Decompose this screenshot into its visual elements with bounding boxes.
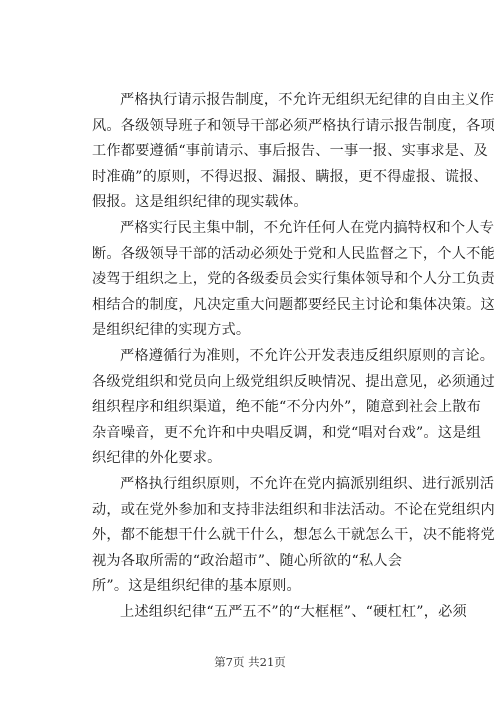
text-line: 假报。这是组织纪律的现实载体。 [92,194,308,211]
text-line: 是组织纪律的实现方式。 [92,322,251,339]
text-line: 时准确”的原则，不得迟报、漏报、瞒报，更不得虚报、谎报、 [92,168,488,185]
text-line: 组织程序和组织渠道，绝不能“不分内外”，随意到社会上散布 [92,399,481,416]
text-line: 织纪律的外化要求。 [92,450,222,467]
paragraph-summary [92,600,467,626]
text-line: 严格执行组织原则，不允许在党内搞派别组织、进行派别活 [120,475,495,492]
text-line: 外，都不能想干什么就干什么，想怎么干就怎么干，决不能将党 [92,527,495,544]
paragraph-code-of-conduct [92,344,495,472]
text-line: 凌驾于组织之上，党的各级委员会实行集体领导和个人分工负责 [92,271,495,288]
text-line: 严格实行民主集中制，不允许任何人在党内搞特权和个人专 [120,219,495,236]
text-line: 工作都要遵循“事前请示、事后报告、一事一报、实事求是、及 [92,143,488,160]
paragraph-organizational-principles [92,472,495,600]
text-line: 上述组织纪律“五严五不”的“大框框”、“硬杠杠”，必须 [120,603,467,620]
text-line: 视为各取所需的“政治超市”、随心所欲的“私人会 [92,552,403,569]
text-line: 动，或在党外参加和支持非法组织和非法活动。不论在党组织内 [92,501,495,518]
text-line: 断。各级领导干部的活动必须处于党和人民监督之下，个人不能 [92,245,495,262]
document-body [92,88,495,625]
text-line: 所”。这是组织纪律的基本原则。 [92,578,301,595]
text-line: 杂音噪音，更不允许和中央唱反调，和党“唱对台戏”。这是组 [92,424,481,441]
text-line: 各级党组织和党员向上级党组织反映情况、提出意见，必须通过 [92,373,495,390]
text-line: 严格遵循行为准则，不允许公开发表违反组织原则的言论。 [120,347,495,364]
text-line: 风。各级领导班子和领导干部必须严格执行请示报告制度，各项 [92,117,495,134]
page-number-footer: 第7页 共21页 [214,655,286,669]
text-line: 严格执行请示报告制度，不允许无组织无纪律的自由主义作 [120,92,495,108]
paragraph-democratic-centralism [92,216,495,344]
paragraph-report-system [92,88,495,216]
text-line: 相结合的制度，凡决定重大问题都要经民主讨论和集体决策。这 [92,296,495,313]
